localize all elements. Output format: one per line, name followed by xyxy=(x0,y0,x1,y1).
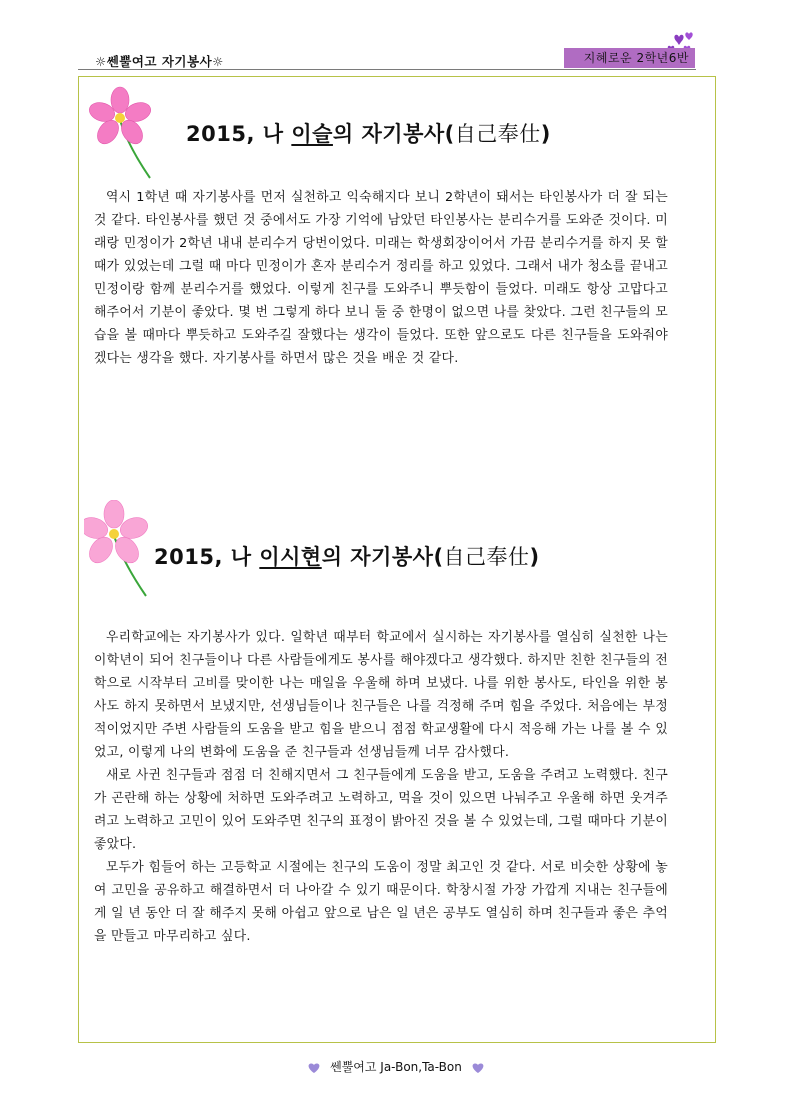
title-suffix: 의 자기봉사( xyxy=(332,122,455,146)
title-prefix: 2015, 나 xyxy=(154,545,260,569)
section-2-title xyxy=(154,541,540,571)
author-name: 이슬 xyxy=(291,122,333,146)
section-1-title xyxy=(186,118,551,148)
paragraph: 역시 1학년 때 자기봉사를 먼저 실천하고 익숙해지다 보니 2학년이 돼서는 타인봉사가 더 잘 되는 것 같다. 타인봉사를 했던 것 중에서도 가장 기억에 남았던 타인봉사는 분리수거를 도와준 것이다. 미래랑 민정이가 2학년 내내 분리수거 당번이었다. 미래는 학생회장이어서 가끔 분리수거를 하지 못 할 때가 있었는데 그럴 때 마다 민정이가 혼자 분리수거 정리를 하고 있었다. 그래서 내가 청소를 끝내고 민정이랑 함께 분리수거를 했었다. 이렇게 친구를 도와주니 뿌듯함이 들었다. 미래도 항상 고맙다고 해주어서 기분이 좋았다. 몇 번 그렇게 하다 보니 둘 중 한명이 없으면 나를 찾았다. 그런 친구들의 모습을 볼 때마다 뿌듯하고 도와주길 잘했다는 생각이 들었다. 또한 앞으로도 다른 친구들을 도와줘야겠다는 생각을 했다. 자기봉사를 하면서 많은 것을 배운 것 같다. xyxy=(94,190,668,366)
title-hanja: 自己奉仕 xyxy=(454,122,541,146)
section-2-body xyxy=(94,626,668,948)
pink-cosmos-flower-icon xyxy=(86,86,154,182)
pink-cosmos-flower-icon xyxy=(84,500,154,598)
paragraph: 모두가 힘들어 하는 고등학교 시절에는 친구의 도움이 정말 최고인 것 같다. 서로 비슷한 상황에 놓여 고민을 공유하고 해결하면서 더 나아갈 수 있기 때문이다. 학창시절 가장 가깝게 지내는 친구들에게 일 년 동안 더 잘 해주지 못해 아쉽고 앞으로 남은 일 년은 공부도 열심히 하며 친구들과 좋은 추억을 만들고 마무리하고 싶다. xyxy=(94,860,668,944)
title-suffix: 의 자기봉사( xyxy=(321,545,444,569)
title-close: ) xyxy=(529,545,540,569)
section-1-body xyxy=(94,186,668,370)
header-divider xyxy=(78,69,696,70)
paragraph: 우리학교에는 자기봉사가 있다. 일학년 때부터 학교에서 실시하는 자기봉사를 열심히 실천한 나는 이학년이 되어 친구들이나 다른 사람들에게도 봉사를 해야겠다고 생각했다. 하지만 친한 친구들의 전학으로 시작부터 고비를 맞이한 나는 매일을 우울해 하며 보냈다. 나를 위한 봉사도, 타인을 위한 봉사도 하지 못하면서 보냈지만, 선생님들이나 친구들은 나를 걱정해 주며 힘을 주었다. 처음에는 부정적이었지만 주변 사람들의 도움을 받고 힘을 받으니 점점 학교생활에 다시 적응해 가는 나를 볼 수 있었고, 이렇게 나의 변화에 도움을 준 친구들과 선생님들께 너무 감사했다. xyxy=(94,630,668,760)
author-name: 이시현 xyxy=(259,545,322,569)
page-footer xyxy=(0,1058,792,1075)
title-hanja: 自己奉仕 xyxy=(443,545,530,569)
footer-text: 쎈뿔여고 Ja-Bon,Ta-Bon xyxy=(330,1060,462,1074)
purple-heart-icon xyxy=(306,1062,322,1074)
title-prefix: 2015, 나 xyxy=(186,122,292,146)
title-close: ) xyxy=(540,122,551,146)
paragraph: 새로 사귄 친구들과 점점 더 친해지면서 그 친구들에게 도움을 받고, 도움을 주려고 노력했다. 친구가 곤란해 하는 상황에 처하면 도와주려고 노력하고, 먹을 것이 있으면 나눠주고 우울해 하면 웃겨주려고 노력하고 고민이 있어 도와주면 친구의 표정이 밝아진 것을 볼 수 있었는데, 그럴 때마다 기분이 좋았다. xyxy=(94,768,668,852)
purple-heart-icon xyxy=(470,1062,486,1074)
class-name-badge: 지혜로운 2학년6반 xyxy=(564,48,695,68)
header-school-title: ☼쎈뿔여고 자기봉사☼ xyxy=(95,54,224,69)
